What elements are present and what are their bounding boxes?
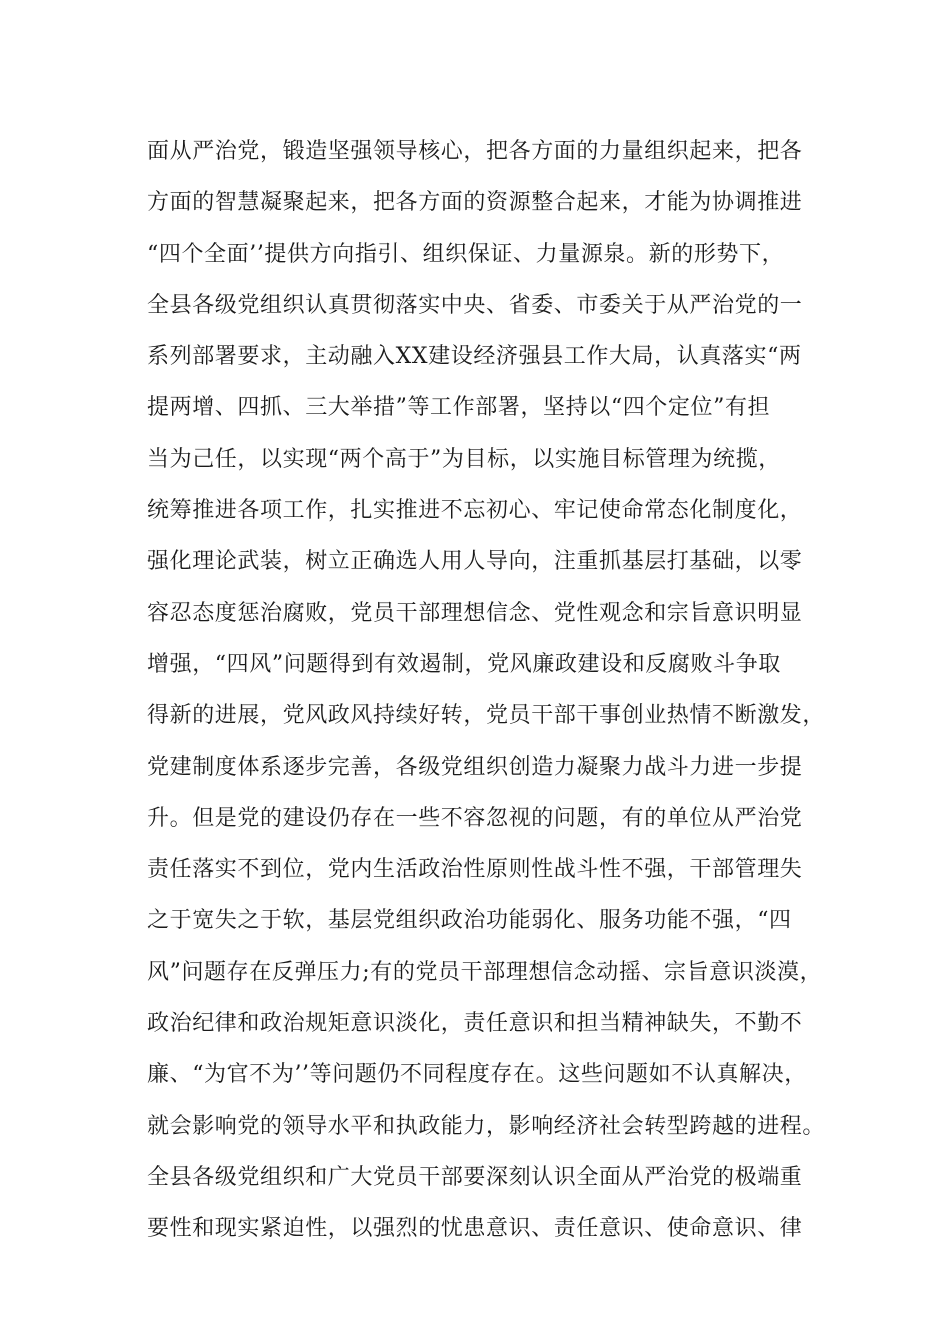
text-line: 当为己任，以实现“两个高于”为目标，以实施目标管理为统揽，	[147, 446, 781, 472]
text-line: 全县各级党组织和广大党员干部要深刻认识全面从严治党的极端重	[147, 1164, 803, 1190]
text-line: 要性和现实紧迫性，以强烈的忧患意识、责任意识、使命意识、律	[147, 1216, 803, 1242]
text-line: 方面的智慧凝聚起来，把各方面的资源整合起来，才能为协调推进	[147, 190, 803, 216]
text-line: 强化理论武装，树立正确选人用人导向，注重抓基层打基础，以零	[147, 549, 803, 575]
text-line: 党建制度体系逐步完善，各级党组织创造力凝聚力战斗力进一步提	[147, 754, 803, 780]
text-line: 就会影响党的领导水平和执政能力，影响经济社会转型跨越的进程。	[147, 1113, 826, 1139]
text-line: 提两增、四抓、三大举措”等工作部署，坚持以“四个定位”有担	[147, 395, 771, 421]
text-line: 廉、“为官不为’’等问题仍不同程度存在。这些问题如不认真解决，	[147, 1062, 807, 1088]
text-line: 风”问题存在反弹压力;有的党员干部理想信念动摇、宗旨意识淡漠，	[147, 959, 823, 985]
text-line: 责任落实不到位，党内生活政治性原则性战斗性不强，干部管理失	[147, 857, 803, 883]
text-line: 得新的进展，党风政风持续好转，党员干部干事创业热情不断激发，	[147, 703, 826, 729]
text-line: 增强，“四风”问题得到有效遏制，党风廉政建设和反腐败斗争取	[147, 651, 781, 677]
text-line: 全县各级党组织认真贯彻落实中央、省委、市委关于从严治党的一	[147, 292, 803, 318]
text-line: 系列部署要求，主动融入XX建设经济强县工作大局，认真落实“两	[147, 344, 802, 370]
text-line: 统筹推进各项工作，扎实推进不忘初心、牢记使命常态化制度化，	[147, 498, 803, 524]
body-paragraph	[147, 131, 837, 1260]
text-line: 之于宽失之于软，基层党组织政治功能弱化、服务功能不强，“四	[147, 908, 792, 934]
text-line: “四个全面’’提供方向指引、组织保证、力量源泉。新的形势下，	[147, 241, 785, 267]
text-line: 政治纪律和政治规矩意识淡化，责任意识和担当精神缺失，不勤不	[147, 1011, 803, 1037]
text-line: 升。但是党的建设仍存在一些不容忽视的问题，有的单位从严治党	[147, 805, 803, 831]
text-line: 面从严治党，锻造坚强领导核心，把各方面的力量组织起来，把各	[147, 139, 803, 164]
text-line: 容忍态度惩治腐败，党员干部理想信念、党性观念和宗旨意识明显	[147, 600, 803, 626]
